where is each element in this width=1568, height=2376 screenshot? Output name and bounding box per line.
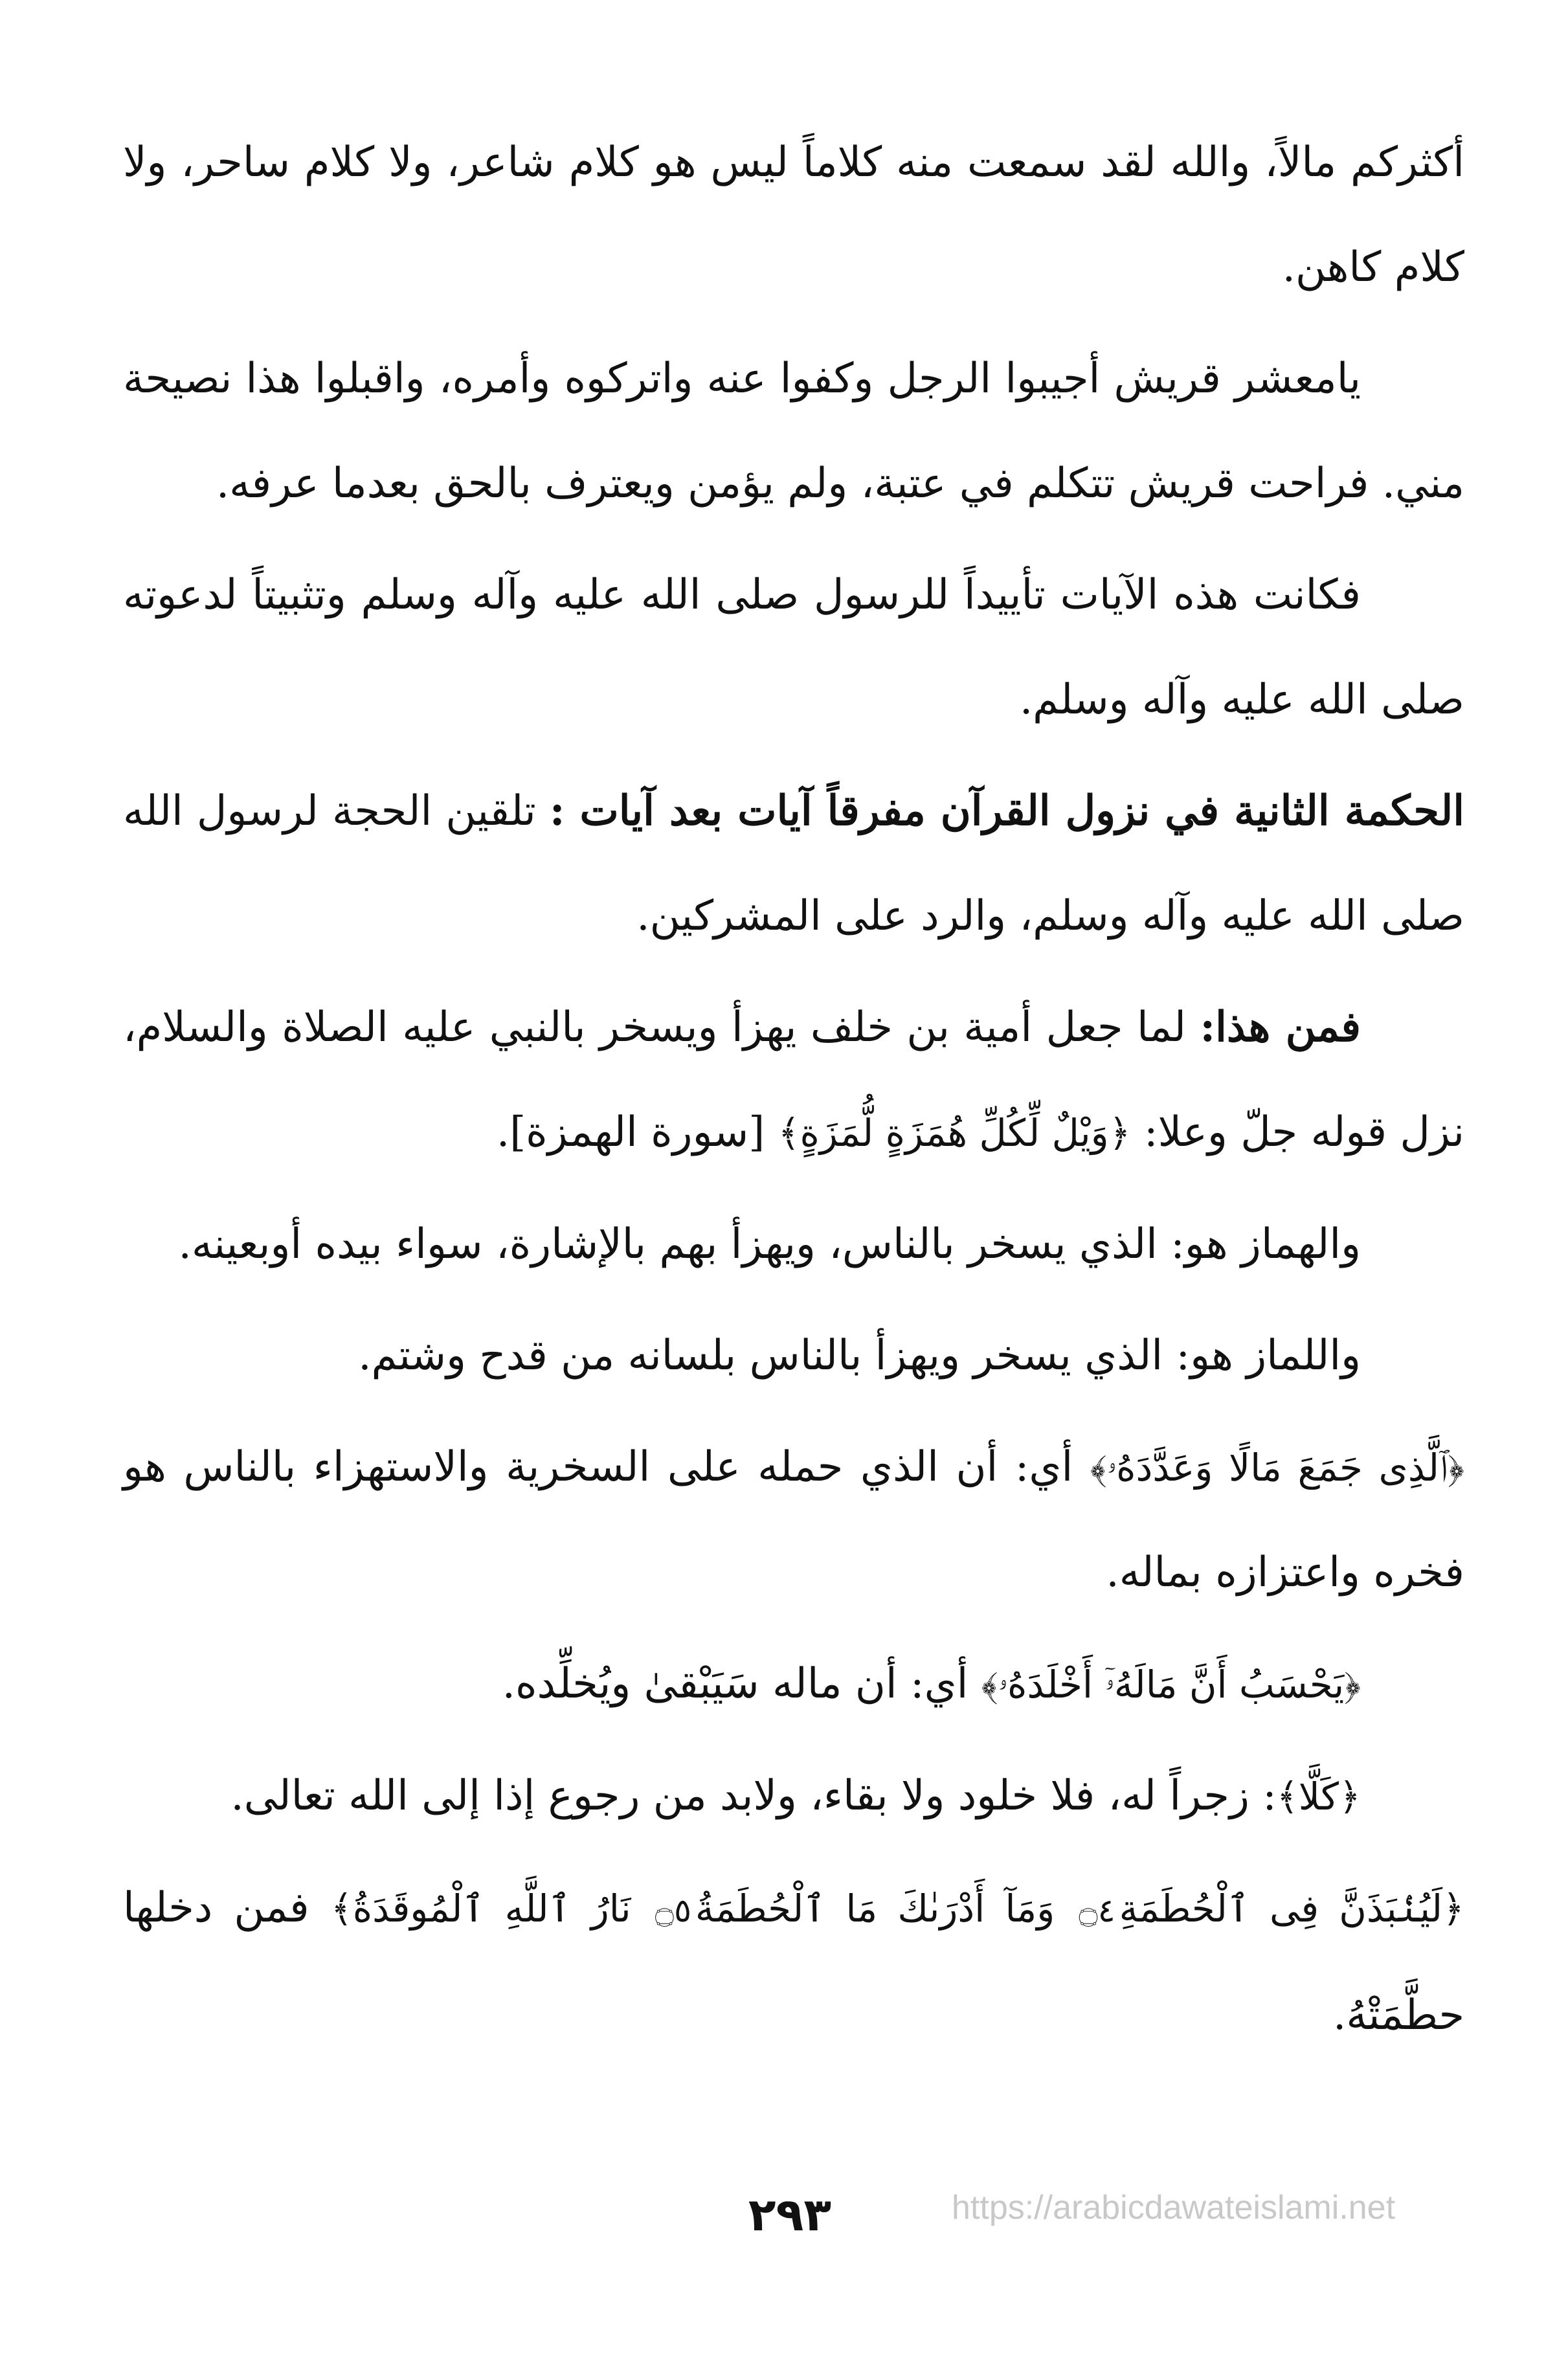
paragraph-lammaz-definition: [123, 1303, 1464, 1408]
paragraph-text: أي: أن الذي حمله على السخرية والاستهزاء بالناس هو فخره واعتزازه بماله.: [123, 1443, 1464, 1597]
quran-verse: ﴿ٱلَّذِى جَمَعَ مَالًا وَعَدَّدَهُۥ﴾: [1090, 1446, 1465, 1490]
paragraph-text: فكانت هذه الآيات تأييداً للرسول صلى الله عليه وآله وسلم وتثبيتاً لدعوته صلى الله عليه وآله وسلم.: [123, 571, 1464, 724]
paragraph-text: والهماز هو: الذي يسخر بالناس، ويهزأ بهم بالإشارة، سواء بيده أوبعينه.: [178, 1220, 1361, 1268]
quran-verse: نَارُ ٱللَّهِ ٱلْمُوقَدَةُ﴾: [330, 1887, 651, 1931]
paragraph-second-wisdom: [123, 759, 1464, 969]
paragraph-text: أكثركم مالاً، والله لقد سمعت منه كلاماً ليس هو كلام شاعر، ولا كلام ساحر، ولا كلام كاهن.: [123, 139, 1464, 291]
paragraph-text: لما جعل أمية بن خلف يهزأ ويسخر بالنبي عليه الصلاة والسلام، نزل قوله جلّ وعلا:: [123, 1003, 1464, 1156]
paragraph-text: أي: أن ماله سَيَبْقىٰ ويُخلِّده.: [502, 1660, 981, 1708]
paragraph-utba-speech: [123, 110, 1464, 320]
surah-reference: [سورة الهمزة].: [496, 1108, 778, 1156]
paragraph-verse-eternity: [123, 1631, 1464, 1737]
paragraph-verse-hutama: [123, 1855, 1464, 2068]
site-watermark: https://arabicdawateislami.net: [952, 2189, 1396, 2226]
quran-verse: ﴿كَلَّا﴾: [1276, 1775, 1361, 1819]
paragraph-ayat-support: [123, 543, 1464, 752]
ayah-number-marker: ۝٤: [1079, 1892, 1115, 1929]
paragraph-text: واللماز هو: الذي يسخر ويهزأ بالناس بلسانه من قدح وشتم.: [358, 1332, 1361, 1380]
paragraph-verse-kalla: [123, 1743, 1464, 1849]
quran-verse: ﴿يَحْسَبُ أَنَّ مَالَهُۥٓ أَخْلَدَهُۥ﴾: [981, 1663, 1361, 1707]
example-lead: فمن هذا:: [1200, 1003, 1361, 1051]
quran-verse: ﴿لَيُنۢبَذَنَّ فِى ٱلْحُطَمَةِ: [1119, 1887, 1464, 1931]
paragraph-text: فمن دخلها حطَّمَتْهُ.: [123, 1884, 1464, 2039]
paragraph-umayya-example: [123, 975, 1464, 1185]
paragraph-text: : زجراً له، فلا خلود ولا بقاء، ولابد من رجوع إذا إلى الله تعالى.: [230, 1772, 1277, 1820]
paragraph-verse-wealth: [123, 1415, 1464, 1625]
paragraph-quraysh-advice: [123, 326, 1464, 536]
paragraph-text: تلقين الحجة لرسول الله صلى الله عليه وآله وسلم، والرد على المشركين.: [123, 787, 1464, 940]
paragraph-text: يامعشر قريش أجيبوا الرجل وكفوا عنه واتركوه وأمره، واقبلوا هذا نصيحة مني. فراحت قريش تتكلم في عتبة، ولم يؤمن ويعترف بالحق بعدما عرفه.: [123, 355, 1464, 508]
page-body: [123, 110, 1464, 2074]
quran-verse: وَمَآ أَدْرَىٰكَ مَا ٱلْحُطَمَةُ: [695, 1887, 1075, 1931]
quran-verse: ﴿وَيْلٌ لِّكُلِّ هُمَزَةٍ لُّمَزَةٍ﴾: [778, 1111, 1131, 1155]
section-heading: الحكمة الثانية في نزول القرآن مفرقاً آيات بعد آيات :: [549, 787, 1465, 835]
paragraph-hammaz-definition: [123, 1192, 1464, 1297]
page-number: ٢٩٣: [748, 2188, 832, 2241]
ayah-number-marker: ۝٥: [655, 1892, 691, 1929]
